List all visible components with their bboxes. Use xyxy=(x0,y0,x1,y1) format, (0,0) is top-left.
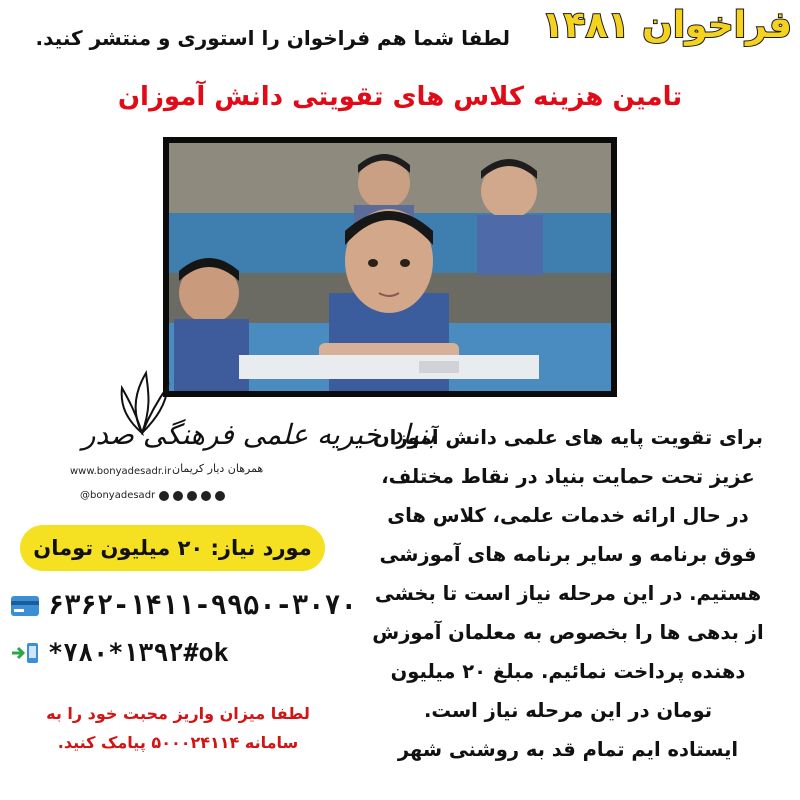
description-line: برای تقویت پایه های علمی دانش آموزان xyxy=(373,426,763,449)
sms-note-line-1: لطفا میزان واریز محبت خود را به xyxy=(46,704,310,723)
logo-url[interactable]: www.bonyadesadr.ir xyxy=(70,466,172,477)
description-paragraph xyxy=(348,418,788,769)
sms-note xyxy=(18,700,338,758)
description-line: در حال ارائه خدمات علمی، کلاس های xyxy=(387,504,749,527)
headline: تامین هزینه کلاس های تقویتی دانش آموزان xyxy=(117,82,683,112)
bale-icon[interactable] xyxy=(215,491,225,501)
foundation-logo xyxy=(22,368,436,508)
card-number[interactable]: ۶۳۶۲-۱۴۱۱-۹۹۵۰-۳۰۷۰ xyxy=(48,590,357,621)
description-line: فوق برنامه و سایر برنامه های آموزشی xyxy=(379,543,757,566)
description-line: دهنده پرداخت نمائیم. مبلغ ۲۰ میلیون xyxy=(390,660,746,683)
social-row xyxy=(80,490,225,501)
students-photo xyxy=(163,137,617,397)
description-line: ایستاده ایم تمام قد به روشنی شهر xyxy=(397,738,739,761)
sms-note-line-2: سامانه ۵۰۰۰۲۴۱۱۴ پیامک کنید. xyxy=(57,732,299,752)
description-line: عزیز تحت حمایت بنیاد در نقاط مختلف، xyxy=(381,465,755,488)
social-handle[interactable]: @bonyadesadr xyxy=(80,490,156,501)
ussd-row xyxy=(10,638,229,667)
description-line: هستیم. در این مرحله نیاز است تا بخشی xyxy=(374,582,762,605)
description-line: تومان در این مرحله نیاز است. xyxy=(423,699,713,722)
mobile-payment-icon xyxy=(10,641,40,665)
card-number-row xyxy=(10,590,357,621)
needed-amount-badge: مورد نیاز: ۲۰ میلیون تومان xyxy=(20,525,325,571)
call-subtitle: لطفا شما هم فراخوان را استوری و منتشر کنید. xyxy=(35,26,510,50)
eitaa-icon[interactable] xyxy=(201,491,211,501)
instagram-icon[interactable] xyxy=(159,491,169,501)
ussd-code[interactable]: *۷۸۰*۱۳۹۲#ok xyxy=(48,638,229,667)
bank-card-icon xyxy=(10,595,40,617)
call-number-title: فراخوان ۱۴۸۱ xyxy=(541,5,792,46)
description-line: از بدهی ها را بخصوص به معلمان آموزش xyxy=(372,621,764,644)
email-icon[interactable] xyxy=(187,491,197,501)
logo-name: بنیاد خیریه علمی فرهنگی صدر xyxy=(82,418,436,451)
telegram-icon[interactable] xyxy=(173,491,183,501)
classroom-photo-illustration xyxy=(169,143,611,391)
logo-tagline: همرهان دیار کریمان xyxy=(172,462,264,475)
